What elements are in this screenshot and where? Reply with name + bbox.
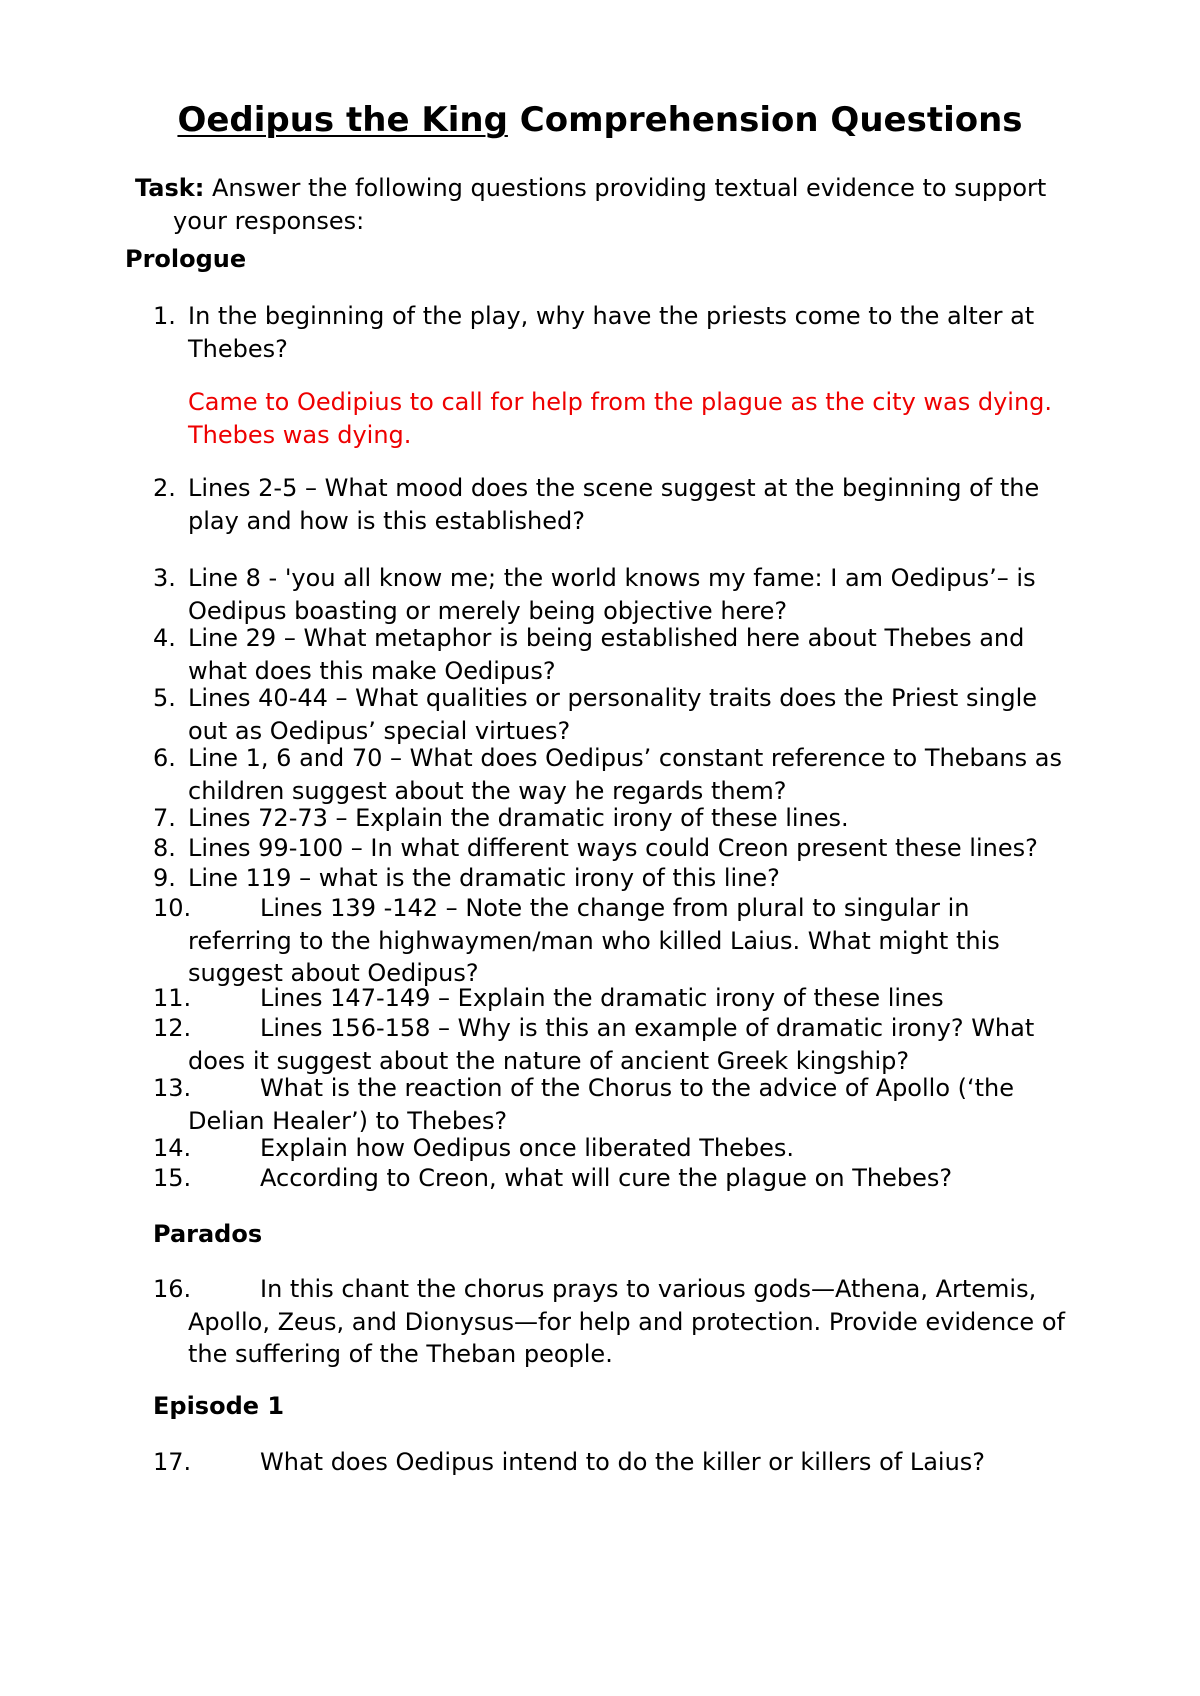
question-number: 3. [153, 564, 176, 592]
question-text-line: Line 8 - 'you all know me; the world knows my fame: I am Oedipus’– is [188, 564, 1036, 592]
question-item [153, 1162, 1093, 1195]
question-item [153, 832, 1093, 865]
question-number: 15. [153, 1164, 192, 1192]
question-text-line: Lines 99-100 – In what different ways could Creon present these lines? [188, 834, 1038, 862]
question-text-line: Lines 40-44 – What qualities or personality traits does the Priest single [188, 684, 1037, 712]
question-text-line: What does Oedipus intend to do the killer or killers of Laius? [260, 1448, 986, 1476]
question-item [153, 1273, 1093, 1371]
question-text-line: Delian Healer’) to Thebes? [188, 1106, 508, 1135]
question-number: 5. [153, 684, 176, 712]
question-text-line: referring to the highwaymen/man who killed Laius. What might this [188, 926, 1000, 955]
title-rest: Comprehension Questions [507, 100, 1023, 140]
question-item [153, 622, 1093, 687]
question-number: 7. [153, 804, 176, 832]
question-number: 16. [153, 1275, 192, 1303]
question-text-line: what does this make Oedipus? [188, 656, 556, 685]
question-text-line: Line 29 – What metaphor is being established here about Thebes and [188, 624, 1025, 652]
question-item [153, 562, 1093, 627]
question-text-line: Lines 147-149 – Explain the dramatic irony of these lines [260, 984, 944, 1012]
question-text-line: out as Oedipus’ special virtues? [188, 716, 571, 745]
question-item [153, 982, 1093, 1015]
question-text-line: Explain how Oedipus once liberated Thebes. [260, 1134, 794, 1162]
question-number: 12. [153, 1014, 192, 1042]
section-heading-parados: Parados [153, 1220, 263, 1248]
question-text-line: Apollo, Zeus, and Dionysus—for help and protection. Provide evidence of [188, 1307, 1065, 1336]
question-item [153, 1132, 1093, 1165]
section-heading-prologue: Prologue [125, 245, 247, 273]
question-text-line: In the beginning of the play, why have the priests come to the alter at [188, 302, 1035, 330]
question-text-line: suggest about Oedipus? [188, 959, 479, 988]
question-number: 1. [153, 302, 176, 330]
question-item [153, 1072, 1093, 1137]
question-item [153, 472, 1093, 537]
task-label: Task: [135, 174, 205, 202]
question-item [153, 300, 1093, 365]
question-text-line: children suggest about the way he regards them? [188, 776, 787, 805]
question-text-line: Lines 156-158 – Why is this an example of dramatic irony? What [260, 1014, 1035, 1042]
question-text-line: play and how is this established? [188, 506, 586, 535]
question-number: 6. [153, 744, 176, 772]
answer-text-line: Thebes was dying. [188, 421, 412, 449]
question-item [153, 892, 1093, 990]
question-item [153, 802, 1093, 835]
answer-text [188, 386, 1108, 452]
question-text-line: Thebes? [188, 334, 288, 363]
question-text-line: According to Creon, what will cure the plague on Thebes? [260, 1164, 953, 1192]
question-text-line: In this chant the chorus prays to various gods—Athena, Artemis, [260, 1275, 1037, 1303]
question-number: 8. [153, 834, 176, 862]
question-number: 11. [153, 984, 192, 1012]
question-text-line: Lines 139 -142 – Note the change from plural to singular in [260, 894, 970, 922]
task-text-line-2: your responses: [173, 207, 365, 235]
answer-text-line: Came to Oedipius to call for help from the plague as the city was dying. [188, 388, 1053, 416]
question-item [153, 682, 1093, 747]
question-number: 17. [153, 1448, 192, 1476]
question-number: 2. [153, 474, 176, 502]
title-play-name: Oedipus the King [177, 100, 508, 140]
question-number: 13. [153, 1074, 192, 1102]
question-text-line: does it suggest about the nature of ancient Greek kingship? [188, 1046, 910, 1075]
question-number: 4. [153, 624, 176, 652]
question-text-line: Lines 2-5 – What mood does the scene suggest at the beginning of the [188, 474, 1040, 502]
question-item [153, 1012, 1093, 1077]
document-title [0, 100, 1200, 140]
question-text-line: Line 119 – what is the dramatic irony of this line? [188, 864, 780, 892]
question-number: 14. [153, 1134, 192, 1162]
question-item [153, 742, 1093, 807]
question-text-line: the suffering of the Theban people. [188, 1340, 613, 1369]
task-instructions [135, 172, 1095, 238]
question-text-line: Lines 72-73 – Explain the dramatic irony of these lines. [188, 804, 849, 832]
section-heading-episode-1: Episode 1 [153, 1392, 285, 1420]
question-text-line: Line 1, 6 and 70 – What does Oedipus’ constant reference to Thebans as [188, 744, 1062, 772]
question-text-line: Oedipus boasting or merely being objective here? [188, 596, 788, 625]
question-number: 10. [153, 894, 192, 922]
question-item [153, 1446, 1093, 1479]
question-item [153, 862, 1093, 895]
task-text-line-1: Answer the following questions providing textual evidence to support [204, 174, 1047, 202]
question-number: 9. [153, 864, 176, 892]
question-text-line: What is the reaction of the Chorus to the advice of Apollo (‘the [260, 1074, 1015, 1102]
